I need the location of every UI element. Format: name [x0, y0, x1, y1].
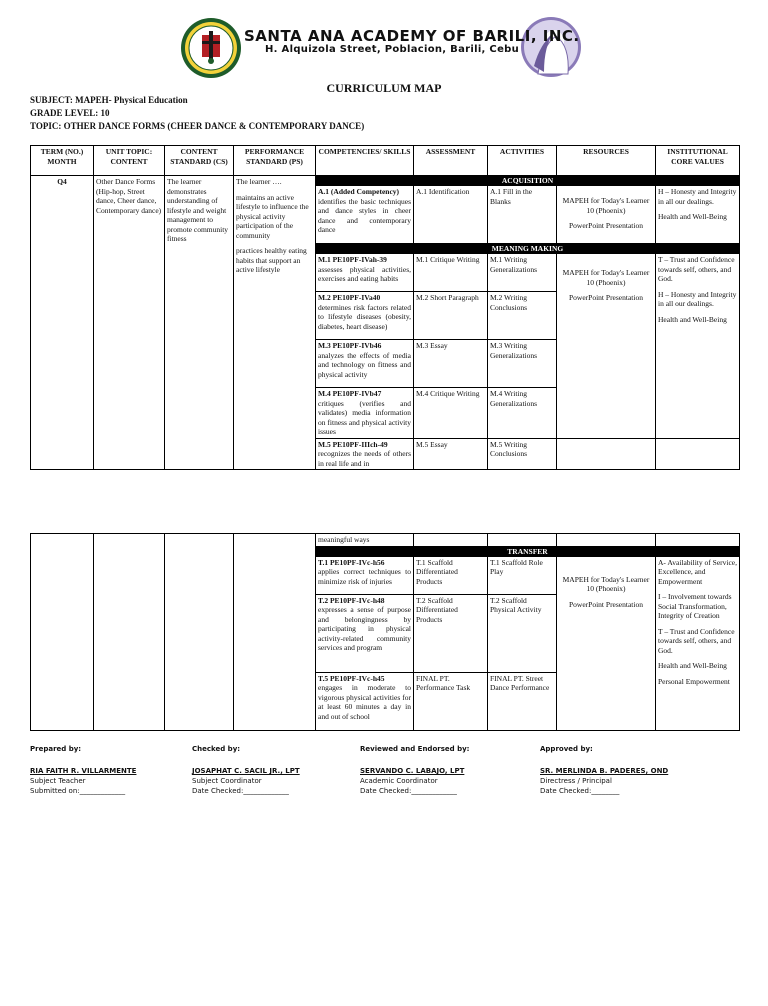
core-value-health: Health and Well-Being — [658, 314, 727, 324]
competency-text: assesses physical activities, exercises and eating habits — [318, 264, 411, 283]
col-header-activities: ACTIVITIES — [488, 146, 557, 176]
curriculum-map-table-continued — [30, 533, 740, 731]
core-value-t: T – Trust and Confidence towards self, others, and God. — [658, 626, 735, 655]
competency-text: recognizes the needs of others in real life and in — [318, 449, 411, 468]
signature-note: Date Checked:_____________ — [360, 787, 457, 795]
core-value-i: I – Involvement towards Social Transformation, Integrity of Creation — [658, 592, 732, 620]
competency-text: applies correct techniques to minimize risk of injuries — [318, 567, 411, 586]
unit-topic-cell: Other Dance Forms (Hip-hop, Street dance, Cheer dance, Contemporary dance) — [94, 176, 165, 470]
signature-reviewed — [360, 744, 469, 796]
competency-text: critiques (verifies and validates) media information on fitness and physical activity issues — [318, 398, 411, 436]
assessment-m4: M.4 Critique Writing — [414, 388, 488, 439]
competency-code: M.4 PE10PF-IVb47 — [318, 389, 382, 398]
signature-name: SERVANDO C. LABAJO, LPT — [360, 767, 465, 775]
resource-book: MAPEH for Today's Learner 10 (Phoenix) — [562, 574, 650, 593]
signature-heading: Checked by: — [192, 745, 241, 753]
resource-book: MAPEH for Today's Learner 10 (Phoenix) — [562, 268, 650, 287]
topic-line: TOPIC: OTHER DANCE FORMS (CHEER DANCE & CONTEMPORARY DANCE) — [30, 121, 365, 131]
assessment-a1: A.1 Identification — [414, 186, 488, 244]
competency-code: T.5 PE10PF-IVc-h45 — [318, 673, 385, 683]
signature-note: Date Checked:________ — [540, 787, 620, 795]
signature-heading: Approved by: — [540, 745, 593, 753]
signature-role: Directress / Principal — [540, 777, 612, 785]
core-values-empty — [656, 438, 740, 470]
competency-m1 — [316, 254, 414, 292]
signature-note: Date Checked:_____________ — [192, 787, 289, 795]
col-header-resources: RESOURCES — [557, 146, 656, 176]
assessment-t5: FINAL PT. Performance Task — [414, 672, 488, 730]
term-cell-cont — [31, 534, 94, 731]
col-header-ps: PERFORMANCE STANDARD (PS) — [234, 146, 316, 176]
activity-m2: M.2 Writing Conclusions — [488, 292, 557, 340]
core-value-h: H – Honesty and Integrity in all our dealings. — [658, 187, 737, 206]
resources-meaning — [557, 254, 656, 439]
signature-note: Submitted on:_____________ — [30, 787, 126, 795]
resources-empty — [557, 438, 656, 470]
grade-line: GRADE LEVEL: 10 — [30, 108, 110, 118]
competency-m4 — [316, 388, 414, 439]
signature-approved — [540, 744, 668, 796]
signature-name: SR. MERLINDA B. PADERES, OND — [540, 767, 669, 775]
activity-t1: T.1 Scaffold Role Play — [488, 556, 557, 594]
activity-t5: FINAL PT. Street Dance Performance — [488, 672, 557, 730]
assessment-m3: M.3 Essay — [414, 340, 488, 388]
band-transfer: TRANSFER — [316, 546, 740, 556]
activity-m4: M.4 Writing Generalizations — [488, 388, 557, 439]
core-value-t: T – Trust and Confidence towards self, others, and God. — [658, 255, 735, 283]
competency-code: T.2 PE10PF-IVc-h48 — [318, 595, 385, 605]
resource-ppt: PowerPoint Presentation — [569, 599, 643, 609]
values-cont — [656, 534, 740, 547]
band-meaning-making: MEANING MAKING — [316, 244, 740, 254]
band-acquisition: ACQUISITION — [316, 176, 740, 186]
activity-cont — [488, 534, 557, 547]
ps-cell-cont — [234, 534, 316, 731]
signature-role: Subject Teacher — [30, 777, 86, 785]
activity-a1: A.1 Fill in the Blanks — [488, 186, 557, 244]
core-value-a: A- Availability of Service, Excellence, and Empowerment — [658, 557, 738, 586]
core-value-health: Health and Well-Being — [658, 661, 727, 670]
resources-acquisition — [557, 186, 656, 244]
competency-a1 — [316, 186, 414, 244]
patron-saint-logo — [520, 16, 582, 78]
competency-code: M.1 PE10PF-IVah-39 — [318, 255, 387, 264]
core-value-health: Health and Well-Being — [658, 212, 727, 221]
ps-intro: The learner …. — [236, 177, 282, 186]
assessment-t2: T.2 Scaffold Differentiated Products — [414, 594, 488, 672]
ps-item-1: maintains an active lifestyle to influence the physical activity participation of the community — [236, 192, 309, 240]
competency-text: analyzes the effects of media and technology on fitness and physical activity — [318, 350, 411, 379]
signature-checked — [192, 744, 300, 796]
competency-code: M.2 PE10PF-IVa40 — [318, 293, 381, 302]
school-seal-logo — [180, 17, 242, 79]
competency-text: expresses a sense of purpose and belongingness by participating in physical activity-related community services and program — [318, 605, 411, 652]
term-cell: Q4 — [31, 176, 94, 470]
col-header-assessment: ASSESSMENT — [414, 146, 488, 176]
core-values-transfer — [656, 556, 740, 730]
competency-t5 — [316, 672, 414, 730]
competency-text: engages in moderate to vigorous physical activities for at least 60 minutes a day in and out of school — [318, 683, 411, 721]
core-value-personal: Personal Empowerment — [658, 676, 730, 686]
signature-heading: Prepared by: — [30, 745, 82, 753]
competency-text: identifies the basic techniques and dance styles in cheer dance and contemporary dance — [318, 196, 411, 234]
competency-code: A.1 (Added Competency) — [318, 187, 400, 196]
competency-m3 — [316, 340, 414, 388]
cs-cell-cont — [165, 534, 234, 731]
core-values-meaning — [656, 254, 740, 439]
competency-code: M.3 PE10PF-IVb46 — [318, 341, 382, 350]
resource-ppt: PowerPoint Presentation — [569, 293, 643, 302]
ps-item-2: practices healthy eating habits that support an active lifestyle — [236, 246, 307, 274]
col-header-competencies: COMPETENCIES/ SKILLS — [316, 146, 414, 176]
core-value-h: H – Honesty and Integrity in all our dealings. — [658, 289, 737, 308]
school-address: H. Alquizola Street, Poblacion, Barili, Cebu — [265, 44, 520, 55]
resource-book: MAPEH for Today's Learner 10 (Phoenix) — [562, 196, 650, 215]
assessment-m1: M.1 Critique Writing — [414, 254, 488, 292]
assessment-m5: M.5 Essay — [414, 438, 488, 470]
resource-ppt: PowerPoint Presentation — [569, 221, 643, 230]
activity-t2: T.2 Scaffold Physical Activity — [488, 594, 557, 672]
resources-transfer — [557, 556, 656, 730]
competency-code: M.5 PE10PF-IIIch-49 — [318, 439, 388, 449]
competency-m2 — [316, 292, 414, 340]
competency-t2 — [316, 594, 414, 672]
signature-prepared — [30, 744, 136, 796]
competency-m5-continued: meaningful ways — [316, 534, 414, 547]
activity-m5: M.5 Writing Conclusions — [488, 438, 557, 470]
col-header-term: TERM (NO.) MONTH — [31, 146, 94, 176]
activity-m1: M.1 Writing Generalizations — [488, 254, 557, 292]
school-name: SANTA ANA ACADEMY OF BARILI, INC. — [244, 27, 580, 45]
core-values-acquisition — [656, 186, 740, 244]
signature-role: Academic Coordinator — [360, 777, 438, 785]
assessment-m2: M.2 Short Paragraph — [414, 292, 488, 340]
signature-role: Subject Coordinator — [192, 777, 262, 785]
content-standard-cell: The learner demonstrates understanding of lifestyle and weight management to promote community fitness — [165, 176, 234, 470]
curriculum-map-table — [30, 145, 740, 470]
activity-m3: M.3 Writing Generalizations — [488, 340, 557, 388]
col-header-unit: UNIT TOPIC: CONTENT — [94, 146, 165, 176]
competency-m5 — [316, 438, 414, 470]
signature-name: RIA FAITH R. VILLARMENTE — [30, 767, 137, 775]
competency-t1 — [316, 556, 414, 594]
document-title: CURRICULUM MAP — [326, 81, 442, 95]
performance-standard-cell — [234, 176, 316, 470]
resources-cont — [557, 534, 656, 547]
signature-name: JOSAPHAT C. SACIL JR., LPT — [192, 767, 300, 775]
assessment-cont — [414, 534, 488, 547]
col-header-core-values: INSTITUTIONAL CORE VALUES — [656, 146, 740, 176]
competency-code: T.1 PE10PF-IVc-h56 — [318, 557, 385, 567]
assessment-t1: T.1 Scaffold Differentiated Products — [414, 556, 488, 594]
subject-line: SUBJECT: MAPEH- Physical Education — [30, 95, 188, 105]
signature-heading: Reviewed and Endorsed by: — [360, 745, 470, 753]
unit-cell-cont — [94, 534, 165, 731]
competency-text: determines risk factors related to lifestyle diseases (obesity, diabetes, heart disease) — [318, 302, 411, 331]
col-header-cs: CONTENT STANDARD (CS) — [165, 146, 234, 176]
